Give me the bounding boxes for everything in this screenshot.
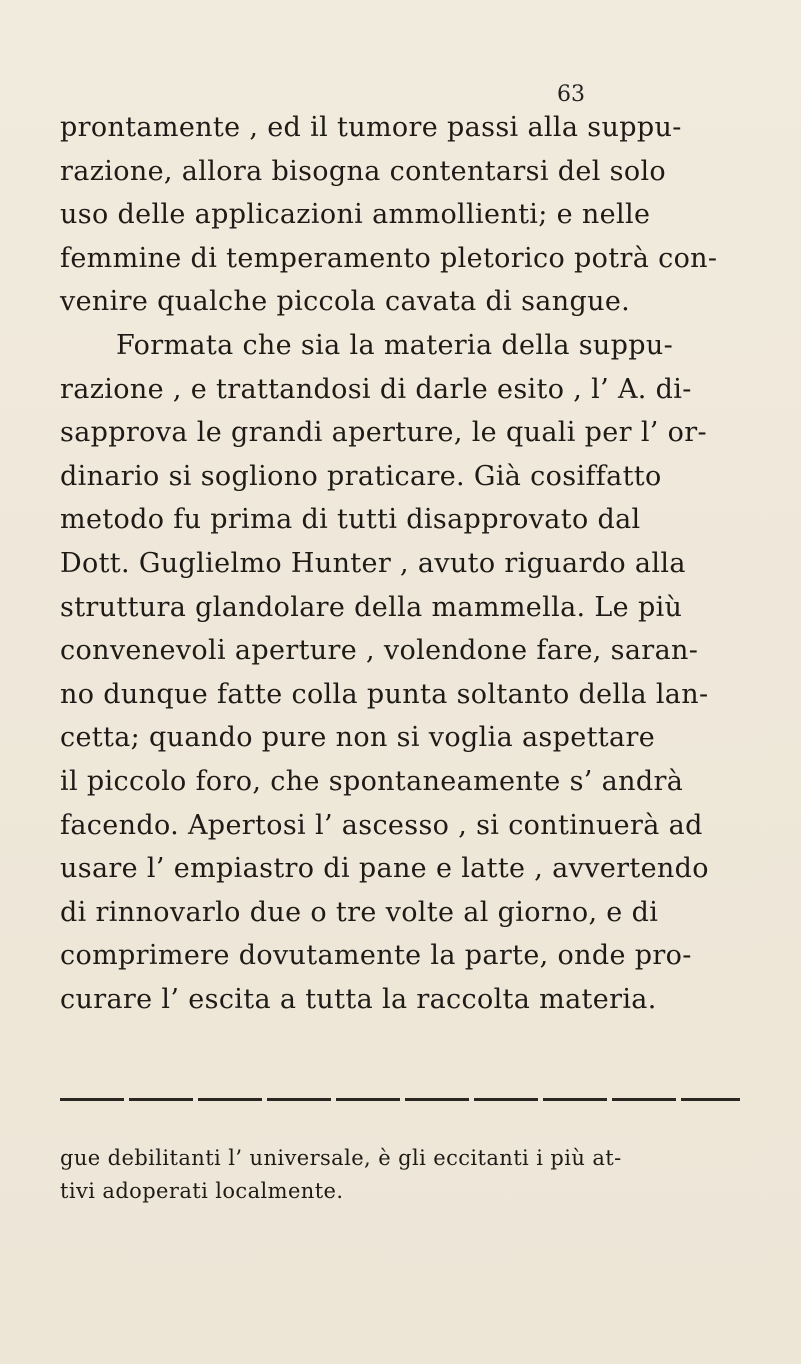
text-line: Dott. Guglielmo Hunter , avuto riguardo alla: [60, 547, 686, 579]
text-line: metodo fu prima di tutti disapprovato dal: [60, 504, 641, 536]
text-line: cetta; quando pure non si voglia aspettare: [60, 722, 656, 754]
text-line: femmine di temperamento pletorico potrà con-: [60, 242, 718, 274]
footnote-line: gue debilitanti l’ universale, è gli eccitanti i più at-: [60, 1146, 622, 1170]
page-number: 63: [557, 82, 585, 107]
text-line: sapprova le grandi aperture, le quali per l’ or-: [60, 417, 708, 449]
text-line: venire qualche piccola cavata di sangue.: [60, 286, 631, 318]
text-line: no dunque fatte colla punta soltanto della lan-: [60, 678, 709, 710]
text-line: facendo. Apertosi l’ ascesso , si continuerà ad: [60, 809, 703, 841]
text-line: razione , e trattandosi di darle esito , l’ A. di-: [60, 373, 692, 405]
text-line: razione, allora bisogna contentarsi del solo: [60, 155, 667, 187]
text-line: comprimere dovutamente la parte, onde pro-: [60, 940, 692, 972]
text-line: struttura glandolare della mammella. Le più: [60, 591, 683, 623]
text-line: uso delle applicazioni ammollienti; e nelle: [60, 199, 651, 231]
text-line: convenevoli aperture , volendone fare, saran-: [60, 635, 699, 667]
body-text: [60, 106, 750, 1021]
text-line: curare l’ escita a tutta la raccolta materia.: [60, 983, 657, 1015]
footnote-line: tivi adoperati localmente.: [60, 1179, 344, 1203]
footnote-separator-rule: [60, 1098, 740, 1101]
text-line: il piccolo foro, che spontaneamente s’ andrà: [60, 765, 684, 797]
text-line: prontamente , ed il tumore passi alla suppu-: [60, 112, 682, 143]
paragraph-start-line: Formata che sia la materia della suppu-: [116, 329, 674, 361]
text-line: dinario si sogliono praticare. Già cosiffatto: [60, 460, 662, 492]
text-line: di rinnovarlo due o tre volte al giorno, e di: [60, 896, 659, 928]
text-line: usare l’ empiastro di pane e latte , avvertendo: [60, 853, 709, 885]
footnote: [60, 1142, 750, 1208]
